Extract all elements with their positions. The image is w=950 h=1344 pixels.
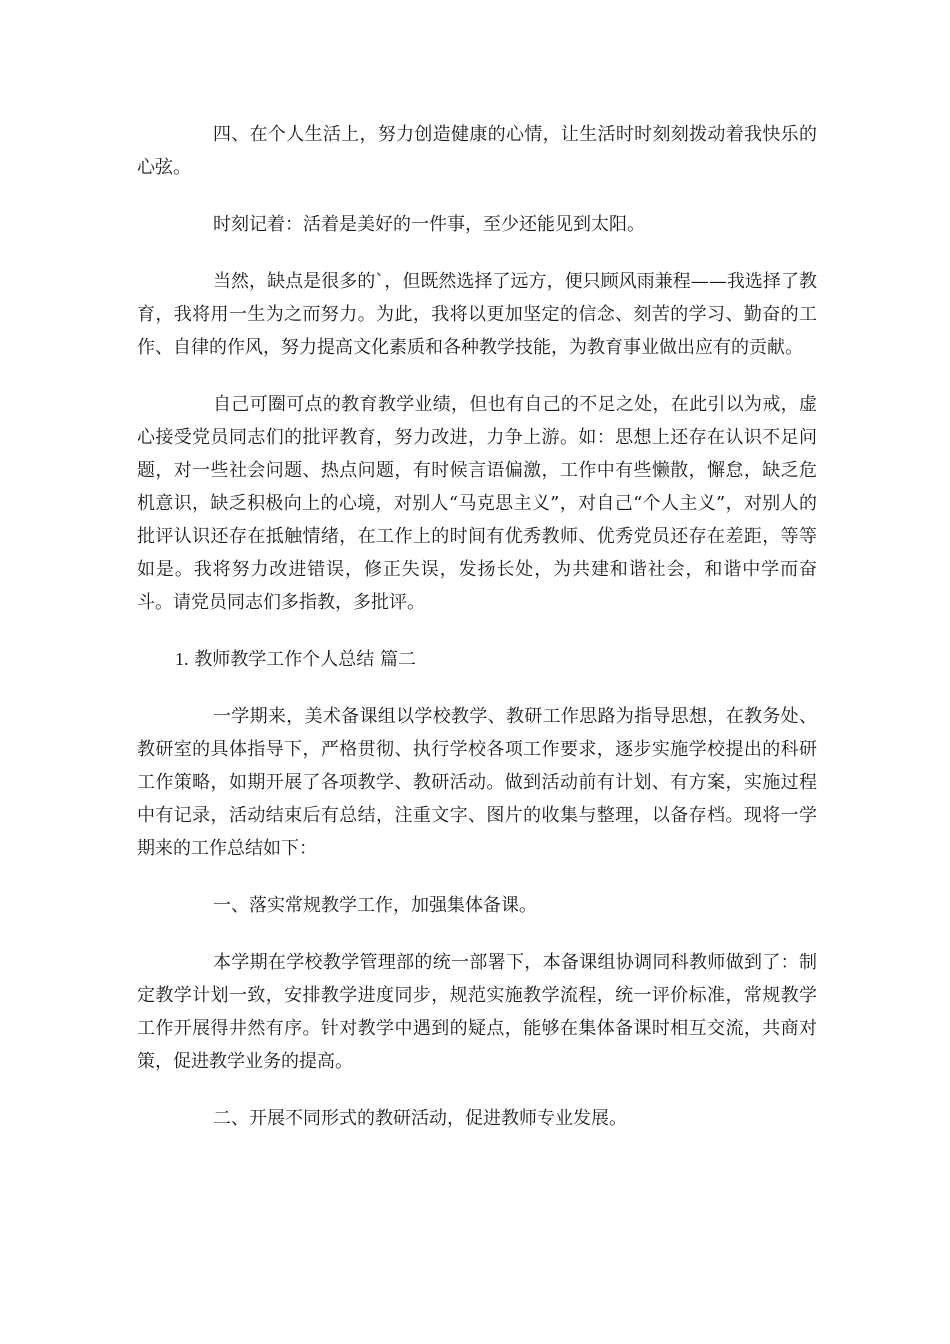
document-body bbox=[137, 118, 817, 1159]
paragraph-point-two-heading: 二、开展不同形式的教研活动，促进教师专业发展。 bbox=[213, 1108, 627, 1129]
paragraph-point-one-body: 本学期在学校教学管理部的统一部署下，本备课组协调同科教师做到了：制定教学计划一致，安排教学进度同步，规范实施教学流程，统一评价标准，常规教学工作开展得井然有序。针对教学中遇到的疑点，能够在集体备课时相互交流，共商对策，促进教学业务的提高。 bbox=[137, 952, 817, 1072]
section-heading-number: 1. bbox=[175, 649, 189, 669]
paragraph-self-criticism: 自己可圈可点的教育教学业绩，但也有自己的不足之处，在此引以为戒，虚心接受党员同志们的批评教育，努力改进，力争上游。如：思想上还存在认识不足问题，对一些社会问题、热点问题，有时候言语偏激，工作中有些懒散，懈怠，缺乏危机意识，缺乏积极向上的心境，对别人“马克思主义”，对自己“个人主义”，对别人的批评认识还存在抵触情绪，在工作上的时间有优秀教师、优秀党员还存在差距，等等如是。我将努力改进错误，修正失误，发扬长处，为共建和谐社会，和谐中学而奋斗。请党员同志们多指教，多批评。 bbox=[137, 394, 817, 613]
paragraph-remember: 时刻记着：活着是美好的一件事，至少还能见到太阳。 bbox=[213, 214, 645, 235]
paragraph-personal-life: 四、在个人生活上，努力创造健康的心情，让生活时时刻刻拨动着我快乐的心弦。 bbox=[137, 124, 817, 178]
paragraph-point-one-heading: 一、落实常规教学工作，加强集体备课。 bbox=[213, 895, 537, 916]
paragraph-semester-intro: 一学期来，美术备课组以学校教学、教研工作思路为指导思想，在教务处、教研室的具体指导下，严格贯彻、执行学校各项工作要求，逐步实施学校提出的科研工作策略，如期开展了各项教学、教研活动。做到活动前有计划、有方案，实施过程中有记录，活动结束后有总结，注重文字、图片的收集与整理，以备存档。现将一学期来的工作总结如下： bbox=[137, 706, 817, 859]
section-heading bbox=[137, 643, 817, 676]
paragraph-shortcomings: 当然，缺点是很多的`，但既然选择了远方，便只顾风雨兼程——我选择了教育，我将用一生为之而努力。为此，我将以更加坚定的信念、刻苦的学习、勤奋的工作、自律的作风，努力提高文化素质和各种教学技能，为教育事业做出应有的贡献。 bbox=[137, 271, 817, 358]
section-heading-title: 教师教学工作个人总结 篇二 bbox=[194, 649, 416, 670]
